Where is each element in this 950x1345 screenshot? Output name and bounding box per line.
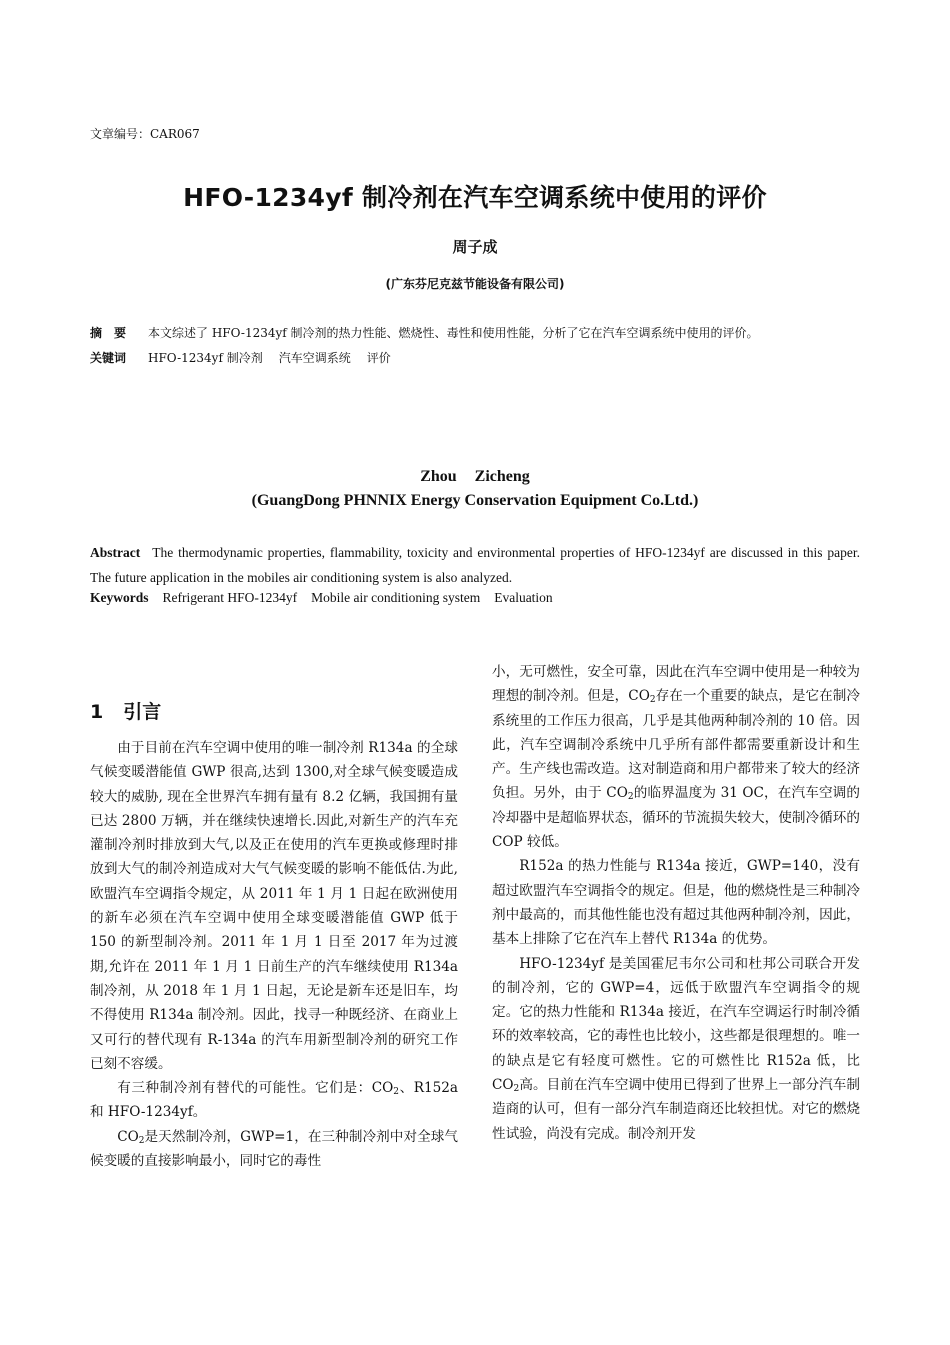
body-paragraph <box>492 660 860 854</box>
text-run: 的临界温度为 31 OC，在汽车空调的冷却器中是超临界状态，循环的节流损失较大，使制冷循环的 COP 较低。 <box>492 785 860 851</box>
author-name: 周子成 <box>452 238 498 256</box>
subscript: 2 <box>627 792 634 803</box>
keywords-cn-item: HFO-1234yf 制冷剂 <box>148 351 263 365</box>
keywords-cn <box>90 349 391 366</box>
text-run: CO <box>117 1128 139 1145</box>
paper-title: HFO-1234yf 制冷剂在汽车空调系统中使用的评价 <box>183 183 767 212</box>
english-affiliation: (GuangDong PHNNIX Energy Conservation Equipment Co.Ltd.) <box>251 492 699 509</box>
text-run: 是天然制冷剂，GWP=1，在三种制冷剂中对全球气候变暖的直接影响最小，同时它的毒性 <box>90 1128 458 1170</box>
body-paragraph <box>492 952 860 1146</box>
keywords-cn-label: 关键词 <box>90 351 127 365</box>
english-abstract-text: The thermodynamic properties, flammability, toxicity and environmental properties of HFO-1234yf are discussed in this paper. The future application in the mobiles air conditioning system is also analyzed. <box>90 545 860 585</box>
english-keyword: Mobile air conditioning system <box>311 590 481 605</box>
keywords-cn-item: 评价 <box>366 351 391 365</box>
keywords-cn-item: 汽车空调系统 <box>278 351 351 365</box>
english-abstract <box>90 540 860 590</box>
english-keyword: Refrigerant HFO-1234yf <box>162 590 298 605</box>
subscript: 2 <box>513 1084 520 1095</box>
article-number: 文章编号：CAR067 <box>90 127 200 141</box>
text-run: 、R152a 和 HFO-1234yf。 <box>90 1080 458 1121</box>
section-heading <box>90 697 161 724</box>
body-paragraph <box>90 1076 458 1125</box>
english-keywords <box>90 590 553 606</box>
body-paragraph: 由于目前在汽车空调中使用的唯一制冷剂 R134a 的全球气候变暖潜能值 GWP 很高,达到 1300,对全球气候变暖造成较大的威胁, 现在全世界汽车拥有量有 8.2 亿辆，我国拥有量已达 2800 万辆，并在继续快速增长.因此,对新生产的汽车充灌制冷剂时排放到大气,以及正在使用的汽车更换或修理时排放到大气的制冷剂造成对大气气候变暖的影响不能低估.为此,欧盟汽车空调指令规定，从 2011 年 1 月 1 日起在欧洲使用的新车必须在汽车空调中使用全球变暖潜能值 GWP 低于 150 的新型制冷剂。2011 年 1 月 1 日至 2017 年为过渡期,允许在 2011 年 1 月 1 日前生产的汽车继续使用 R134a 制冷剂，从 2018 年 1 月 1 日起，无论是新车还是旧车，均不得使用 R134a 制冷剂。因此，找寻一种既经济、在商业上又可行的替代现有 R-134a 的汽车用新型制冷剂的研究工作已刻不容缓。 <box>90 740 458 1072</box>
english-author-given: Zhou <box>420 468 457 485</box>
abstract-cn <box>90 324 759 341</box>
left-column <box>90 736 458 1173</box>
right-column <box>492 660 860 1146</box>
text-run: 存在一个重要的缺点，是它在制冷系统里的工作压力很高，几乎是其他两种制冷剂的 10 倍。因此，汽车空调制冷系统中几乎所有部件都需要重新设计和生产。生产线也需改造。这对制造商和用户都带来了较大的经济负担。另外，由于 CO <box>492 688 861 802</box>
subscript: 2 <box>393 1087 400 1098</box>
english-author <box>0 468 950 486</box>
section-title: 引言 <box>123 701 162 723</box>
english-abstract-label: Abstract <box>90 545 141 560</box>
body-paragraph <box>90 1125 458 1174</box>
text-run: 高。目前在汽车空调中使用已得到了世界上一部分汽车制造商的认可，但有一部分汽车制造商还比较担忧。对它的燃烧性试验，尚没有完成。制冷剂开发 <box>492 1077 860 1142</box>
body-paragraph: R152a 的热力性能与 R134a 接近，GWP=140，没有超过欧盟汽车空调指令的规定。但是，他的燃烧性是三种制冷剂中最高的，而其他性能也没有超过其他两种制冷剂，因此，基本上排除了它在汽车上替代 R134a 的优势。 <box>492 858 860 948</box>
abstract-cn-text: 本文综述了 HFO-1234yf 制冷剂的热力性能、燃烧性、毒性和使用性能，分析了它在汽车空调系统中使用的评价。 <box>148 326 759 340</box>
english-keywords-label: Keywords <box>90 590 149 605</box>
text-run: 小，无可燃性，安全可靠，因此在汽车空调中使用是一种较为理想的制冷剂。但是，CO <box>492 664 860 705</box>
text-run: HFO-1234yf 是美国霍尼韦尔公司和杜邦公司联合开发的制冷剂，它的 GWP=4，远低于欧盟汽车空调指令的规定。它的热力性能和 R134a 接近，在汽车空调运行时制冷循环的效率较高，它的毒性也比较小，这些都是很理想的。唯一的缺点是它有轻度可燃性。它的可燃性比 R152a 低，比 CO <box>492 955 860 1094</box>
author-affiliation: (广东芬尼克兹节能设备有限公司) <box>385 277 565 291</box>
subscript: 2 <box>138 1135 145 1146</box>
abstract-cn-label: 摘 要 <box>90 326 127 340</box>
text-run: 有三种制冷剂有替代的可能性。它们是：CO <box>117 1080 394 1097</box>
english-author-family: Zicheng <box>474 468 530 485</box>
section-number: 1 <box>90 701 104 723</box>
english-keyword: Evaluation <box>494 590 553 605</box>
subscript: 2 <box>649 695 656 706</box>
